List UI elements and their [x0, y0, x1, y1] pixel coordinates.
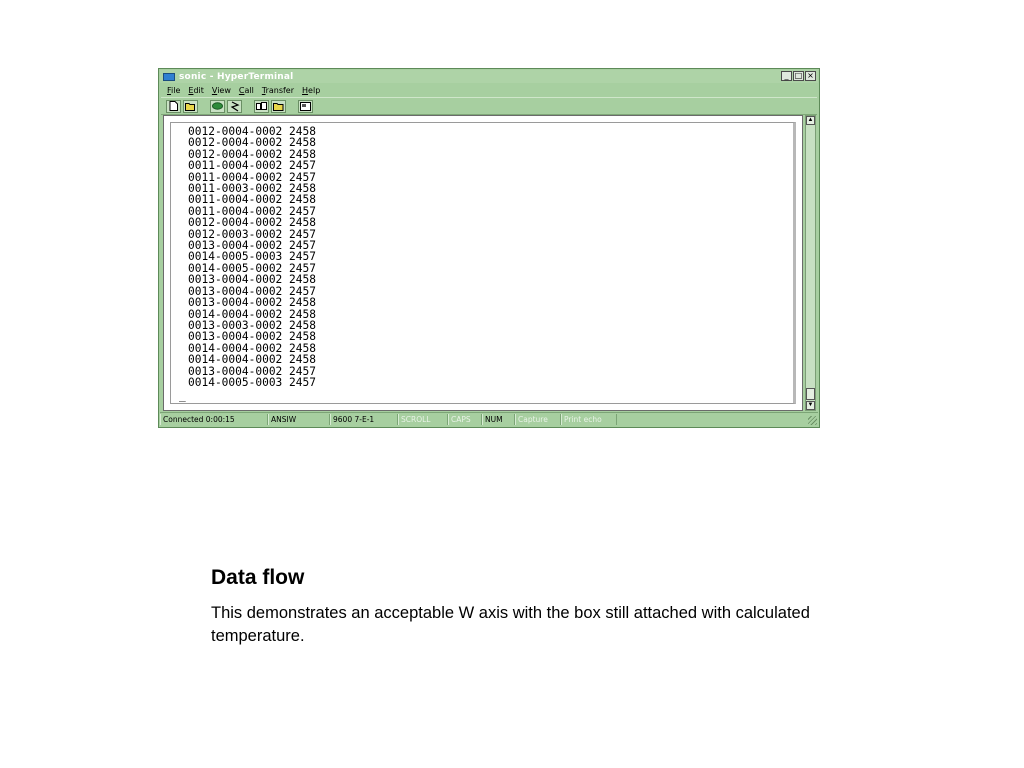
window-controls: [781, 71, 816, 81]
connect-button[interactable]: [210, 100, 225, 113]
status-bar: [160, 412, 818, 426]
disconnect-icon: [230, 101, 240, 112]
properties-icon: [300, 102, 311, 111]
receive-icon: [273, 102, 284, 111]
open-button[interactable]: [183, 100, 198, 113]
terminal-line: 0011-0004-0002 2458: [188, 193, 316, 207]
window-title: sonic - HyperTerminal: [179, 71, 294, 82]
menu-view[interactable]: View: [211, 85, 231, 95]
scroll-down-arrow-icon[interactable]: ▼: [807, 402, 814, 408]
terminal-line: 0012-0004-0002 2458: [188, 216, 316, 230]
terminal-line: 0014-0005-0003 2457: [188, 375, 316, 389]
terminal-frame: [163, 115, 803, 411]
terminal-line: 0013-0003-0002 2458: [188, 318, 316, 332]
caption-heading: Data flow: [211, 566, 305, 589]
terminal-line: 0012-0004-0002 2458: [188, 147, 316, 161]
terminal-line: 0013-0004-0002 2458: [188, 296, 316, 310]
properties-button[interactable]: [298, 100, 313, 113]
minimize-button[interactable]: _: [781, 71, 792, 81]
menu-edit[interactable]: Edit: [188, 85, 204, 95]
scroll-up-arrow-icon[interactable]: ▲: [807, 117, 814, 123]
toolbar: [161, 97, 817, 115]
status-caps: CAPS: [448, 414, 482, 425]
slide-caption: [211, 566, 851, 648]
status-port-settings: 9600 7-E-1: [330, 414, 398, 425]
hyperterminal-app-icon: [163, 73, 175, 81]
terminal-line: 0013-0004-0002 2457: [188, 239, 316, 253]
status-emulation: ANSIW: [268, 414, 330, 425]
terminal-line: 0013-0004-0002 2458: [188, 330, 316, 344]
terminal-line: 0014-0005-0002 2457: [188, 261, 316, 275]
terminal-line: 0013-0004-0002 2457: [188, 284, 316, 298]
terminal-line: 0011-0004-0002 2457: [188, 170, 316, 184]
caption-body: This demonstrates an acceptable W axis with the box still attached with calculated temperature.: [211, 604, 810, 645]
send-button[interactable]: [254, 100, 269, 113]
open-icon: [185, 102, 196, 111]
terminal-line: 0013-0004-0002 2457: [188, 364, 316, 378]
disconnect-button[interactable]: [227, 100, 242, 113]
receive-button[interactable]: [271, 100, 286, 113]
terminal-line: 0014-0004-0002 2458: [188, 307, 316, 321]
status-num: NUM: [482, 414, 515, 425]
close-button[interactable]: ×: [805, 71, 816, 81]
scroll-thumb[interactable]: [806, 388, 815, 400]
terminal-line: 0013-0004-0002 2458: [188, 273, 316, 287]
menu-bar: [161, 84, 817, 96]
menu-transfer[interactable]: Transfer: [261, 85, 295, 95]
resize-grip-icon[interactable]: [808, 416, 817, 425]
hyperterminal-window: [158, 68, 820, 428]
vertical-scrollbar[interactable]: [805, 115, 816, 411]
terminal-line: 0011-0004-0002 2457: [188, 159, 316, 173]
terminal-line: 0012-0004-0002 2458: [188, 125, 316, 138]
title-bar[interactable]: [160, 70, 818, 83]
new-icon: [169, 101, 178, 111]
terminal-cursor: _: [179, 389, 186, 403]
status-scroll: SCROLL: [398, 414, 448, 425]
terminal-line: 0014-0005-0003 2457: [188, 250, 316, 264]
status-connected: Connected 0:00:15: [160, 414, 268, 425]
terminal-line: 0014-0004-0002 2458: [188, 341, 316, 355]
terminal-line: 0014-0004-0002 2458: [188, 353, 316, 367]
connect-icon: [212, 102, 223, 110]
menu-call[interactable]: Call: [238, 85, 254, 95]
terminal-line: 0012-0003-0002 2457: [188, 227, 316, 241]
send-icon: [256, 102, 267, 111]
maximize-button[interactable]: □: [794, 71, 803, 80]
status-capture: Capture: [515, 414, 561, 425]
menu-help[interactable]: Help: [302, 85, 321, 95]
terminal-line: 0012-0004-0002 2458: [188, 136, 316, 150]
status-print-echo: Print echo: [561, 414, 617, 425]
terminal-line: 0011-0004-0002 2457: [188, 204, 316, 218]
menu-file[interactable]: File: [167, 85, 181, 95]
terminal-line: 0011-0003-0002 2458: [188, 182, 316, 196]
new-connection-button[interactable]: [166, 100, 181, 113]
terminal-output[interactable]: [170, 122, 796, 404]
